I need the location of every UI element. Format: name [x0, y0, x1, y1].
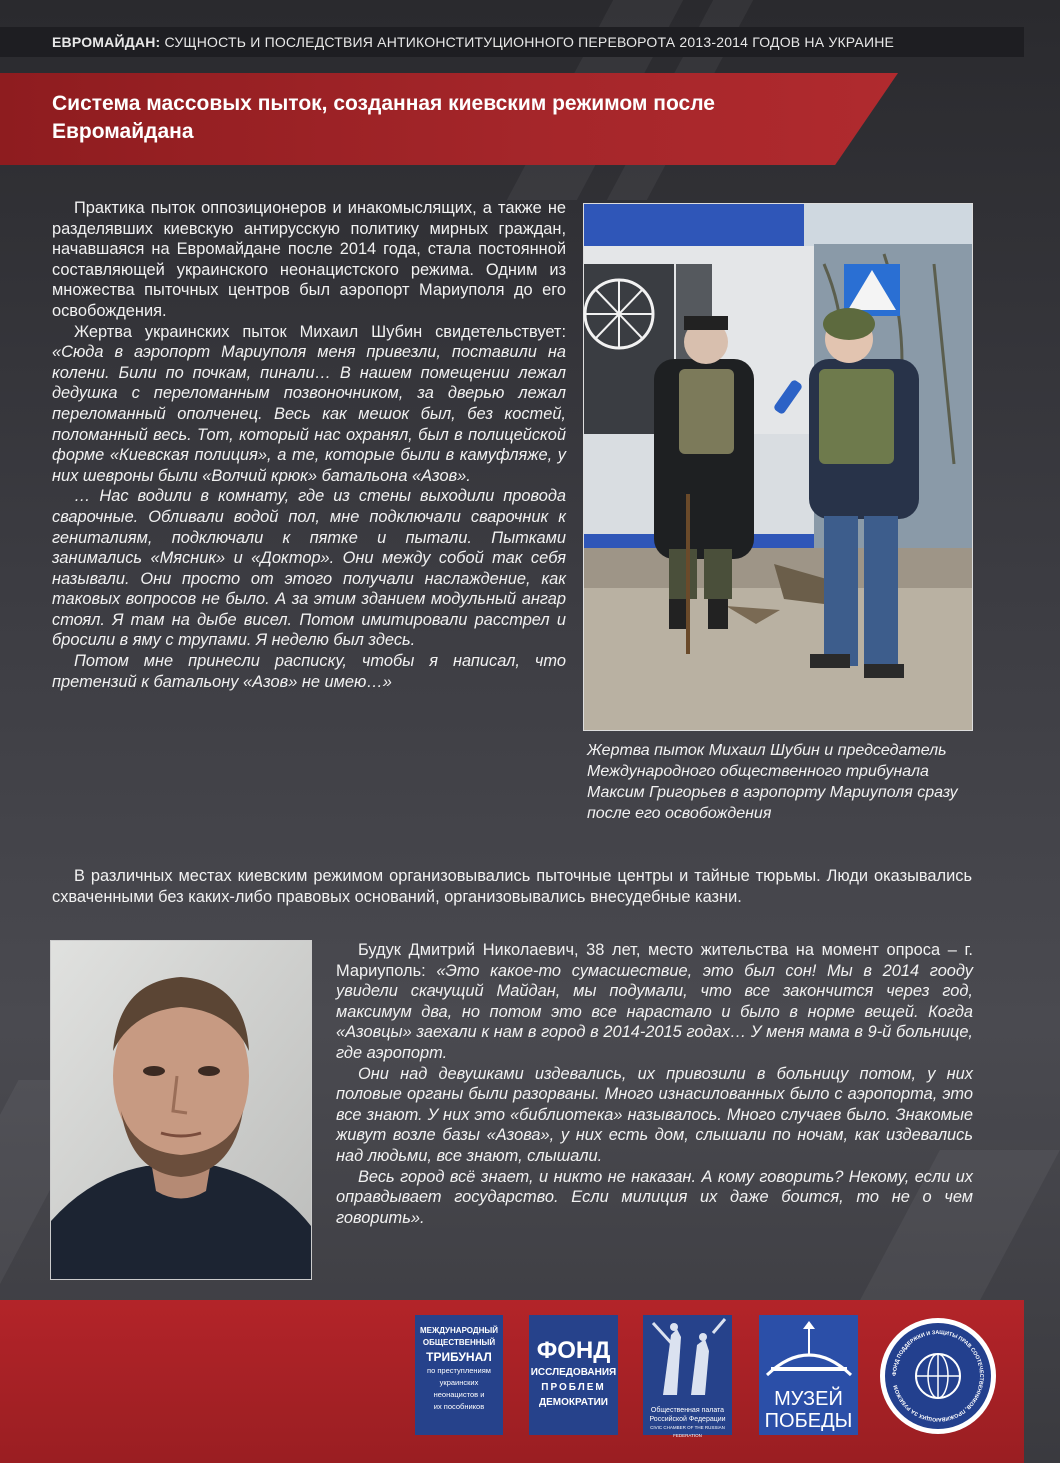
- fond-logo: ФОНД ИССЛЕДОВАНИЯ ПРОБЛЕМ ДЕМОКРАТИИ: [529, 1315, 618, 1435]
- paragraph: … Нас водили в комнату, где из стены выходили провода сварочные. Обливали водой пол, мне подключали сварочник к гениталиям, подключали к пятке и пытали. Пытками занимались «Мясник» и «Доктор». Они между собой так себя называли. Они просто от этого получали наслаждение, как таковых вопросов не было. А за этим зданием модульный ангар стоял. Я там на дыбе висел. Потом имитировали расстрел и бросили в яму с трупами. Я неделю был здесь.: [52, 487, 566, 650]
- photo-caption: Жертва пыток Михаил Шубин и председатель Международного общественного трибунала Максим Григорьев в аэропорту Мариуполя сразу после его освобождения: [587, 742, 958, 822]
- paragraph: Они над девушками издевались, их привозили в больницу потом, у них половые органы были разорваны. Много изнасилованных было с аэропорта, это все знают. У них это «библиотека» называлось. Много случаев было. Знакомые живут возле базы «Азова», у них есть дом, слышали по ночам, как издевались над людьми, все знают, слышали.: [336, 1064, 973, 1165]
- museum-building-icon: [759, 1315, 858, 1383]
- right-text-column: [336, 940, 973, 1228]
- support-fund-logo: [880, 1318, 996, 1434]
- paragraph: Практика пыток оппозиционеров и инакомыслящих, а также не разделявших киевскую антирусскую политику мирных граждан, начавшаяся на Евромайдане после 2014 года, стала постоянной составляющей украинского неонацистского режима. Одним из множества пыточных центров был аэропорт Мариуполя до его освобождения.: [52, 199, 566, 320]
- photo-illustration: [584, 204, 972, 730]
- support-fund-emblem: [885, 1323, 991, 1429]
- civic-chamber-logo: Общественная палата Российской Федерации CIVIC CHAMBER OF THE RUSSIAN FEDERATION: [643, 1315, 732, 1435]
- paragraph: Будук Дмитрий Николаевич, 38 лет, место жительства на момент опроса – г. Мариуполь: «Это какое-то сумасшествие, это был сон! Мы в 2014 гооду увидели скачущий Майдан, мы подумали, что все закончится через год, максимум два, но потом это все нарастало и было в норме вещей. Когда «Азовцы» заехали к нам в город в 2014-2015 годах… У меня мама в 9-й больнице, где аэропорт.: [336, 941, 973, 1062]
- paragraph: В различных местах киевским режимом организовывались пыточные центры и тайные тюрьмы. Люди оказывались схваченными без каких-либо правовых оснований, организовывались внесудебные казни.: [52, 867, 972, 906]
- svg-text:ФОНД ПОДДЕРЖКИ И ЗАЩИТЫ ПРАВ С: ФОНД ПОДДЕРЖКИ И ЗАЩИТЫ ПРАВ СООТЕЧЕСТВЕННИКОВ, ПРОЖИВАЮЩИХ ЗА РУБЕЖОМ: [891, 1329, 985, 1423]
- portrait-illustration: [51, 941, 311, 1279]
- paragraph: Жертва украинских пыток Михаил Шубин свидетельствует: «Сюда в аэропорт Мариуполя меня привезли, поставили на колени. Били по почкам, пинали… В нашем помещении лежал дедушка с переломанным позвоночником, за дверью лежал переломанный ополченец. Весь как мешок был, без костей, поломанный весь. Тот, который нас охранял, был в полицейской форме «Киевская полиция», а те, которые были в камуфляже, у них шевроны были «Волчий крюк» батальона «Азов».: [52, 322, 566, 485]
- middle-paragraph: [52, 866, 972, 907]
- photo-shubin-grigoriev: [583, 203, 973, 731]
- paragraph: Потом мне принесли расписку, чтобы я написал, что претензий к батальону «Азов» не имею…»: [52, 652, 566, 691]
- left-text-column: [52, 198, 566, 692]
- footer-band: [0, 1300, 1024, 1463]
- page-title: Система массовых пыток, созданная киевским режимом после Евромайдана: [52, 92, 715, 143]
- photo-buduk-portrait: [50, 940, 312, 1280]
- monument-icon: [643, 1315, 732, 1401]
- paragraph: Весь город всё знает, и никто не наказан. А кому говорить? Некому, если их оправдывает государство. Если милиция их даже боится, то не о чем говорить».: [336, 1167, 973, 1227]
- museum-logo: МУЗЕЙ ПОБЕДЫ: [759, 1315, 858, 1435]
- tribunal-logo: МЕЖДУНАРОДНЫЙ ОБЩЕСТВЕННЫЙ ТРИБУНАЛ по преступлениям украинских неонацистов и их пособников: [415, 1315, 503, 1435]
- series-header: ЕВРОМАЙДАН: СУЩНОСТЬ И ПОСЛЕДСТВИЯ АНТИКОНСТИТУЦИОННОГО ПЕРЕВОРОТА 2013-2014 ГОДОВ НА УКРАИНЕ: [0, 27, 1024, 57]
- globe-icon: [885, 1323, 991, 1429]
